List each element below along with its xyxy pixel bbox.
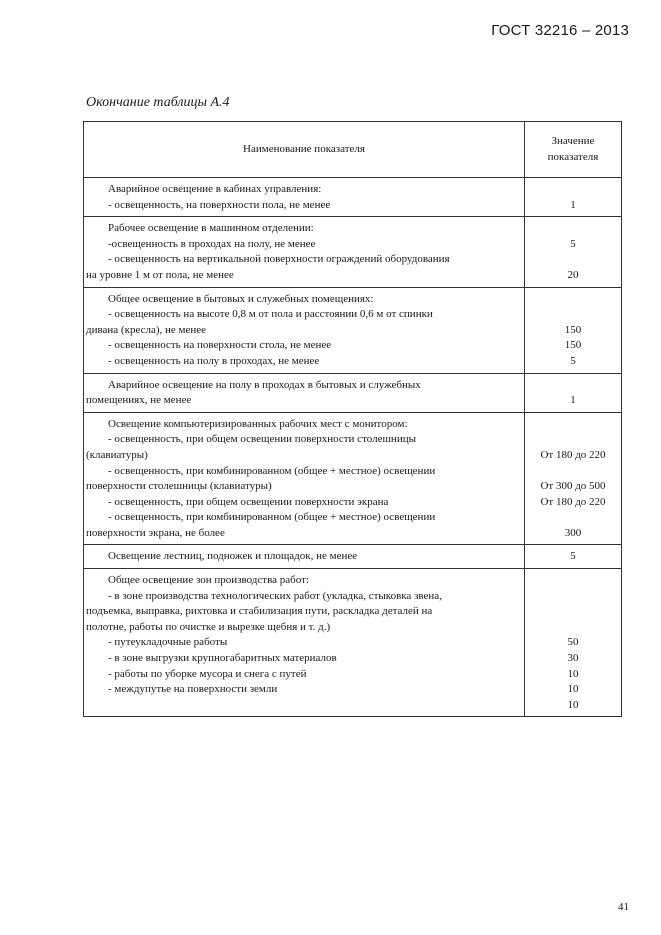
indicator-value: 1: [570, 198, 576, 211]
indicator-name-cell: [84, 373, 525, 412]
header-value-cell: [525, 122, 622, 178]
indicator-value: [527, 252, 619, 268]
header-name-cell: [84, 122, 525, 178]
indicator-text: - междупутье на поверхности земли: [108, 683, 278, 696]
indicator-text: - в зоне выгрузки крупногабаритных материалов: [108, 652, 337, 665]
indicator-name-cell: [84, 545, 525, 569]
indicator-text: Освещение лестниц, подножек и площадок, не менее: [108, 550, 358, 563]
indicator-value: [527, 221, 619, 237]
indicator-value-cell: [525, 287, 622, 373]
indicator-value: [527, 417, 619, 433]
indicator-value: 300: [564, 526, 582, 539]
indicator-text: Аварийное освещение в кабинах управления:: [108, 183, 322, 195]
indicator-text: на уровне 1 м от пола, не менее: [86, 268, 234, 281]
indicator-value: 10: [567, 667, 579, 680]
indicator-name-cell: [84, 178, 525, 217]
indicator-value: [527, 307, 619, 323]
indicator-text: дивана (кресла), не менее: [86, 323, 207, 336]
indicator-value: [527, 432, 619, 448]
indicator-text: - освещенность на вертикальной поверхности ограждений оборудования: [108, 253, 450, 266]
indicator-text: Общее освещение в бытовых и служебных помещениях:: [108, 292, 374, 305]
table-row: [84, 569, 622, 717]
indicator-value: 10: [567, 698, 579, 711]
table-row: [84, 217, 622, 287]
indicator-text: - освещенность на полу в проходах, не менее: [108, 354, 320, 367]
indicator-value-cell: [525, 373, 622, 412]
table-caption: Окончание таблицы А.4: [86, 95, 230, 110]
indicator-value: [527, 604, 619, 620]
indicator-text: - путеукладочные работы: [108, 636, 228, 649]
header-value-label-line2: показателя: [547, 150, 599, 163]
indicator-text: Аварийное освещение на полу в проходах в бытовых и служебных: [108, 378, 421, 391]
indicator-value: От 300 до 500: [540, 480, 606, 493]
indicator-text: Общее освещение зон производства работ:: [108, 574, 309, 587]
indicator-text: - освещенность на поверхности стола, не менее: [108, 339, 332, 352]
indicator-text: подъемка, выправка, рихтовка и стабилизация пути, раскладка деталей на: [86, 605, 433, 618]
indicator-name-cell: [84, 287, 525, 373]
table-row: [84, 373, 622, 412]
indicator-text: - освещенность на высоте 0,8 м от пола и расстоянии 0,6 м от спинки: [108, 308, 433, 321]
indicator-text: Рабочее освещение в машинном отделении:: [108, 222, 314, 235]
indicator-value: От 180 до 220: [540, 495, 606, 508]
indicator-text: - освещенность, при общем освещении поверхности экрана: [108, 495, 389, 508]
indicator-text: -освещенность в проходах на полу, не менее: [108, 237, 316, 250]
indicator-value: 20: [567, 268, 579, 281]
indicator-value-cell: [525, 412, 622, 545]
table-row: [84, 545, 622, 569]
indicator-value: 150: [564, 339, 582, 352]
indicator-value: [527, 620, 619, 636]
indicator-value-cell: [525, 569, 622, 717]
indicator-text: - освещенность, при общем освещении поверхности столешницы: [108, 433, 416, 446]
table-header-row: [84, 122, 622, 178]
indicator-value: 150: [564, 323, 582, 336]
indicator-text: Освещение компьютеризированных рабочих мест с монитором:: [108, 417, 408, 430]
indicator-value-cell: [525, 545, 622, 569]
indicator-value: [527, 378, 619, 394]
indicator-text: помещениях, не менее: [86, 394, 192, 407]
document-code: ГОСТ 32216 – 2013: [491, 22, 629, 39]
indicator-text: - работы по уборке мусора и снега с путей: [108, 667, 307, 680]
indicator-value: 10: [567, 683, 579, 696]
indicator-value: [527, 573, 619, 589]
indicator-value-cell: [525, 217, 622, 287]
indicator-value: 50: [567, 636, 579, 649]
table-row: [84, 412, 622, 545]
indicator-text: поверхности столешницы (клавиатуры): [86, 480, 272, 493]
indicator-name-cell: [84, 569, 525, 717]
indicator-name-cell: [84, 217, 525, 287]
indicator-table: [83, 121, 622, 717]
header-name-label: Наименование показателя: [243, 142, 365, 155]
indicator-text: полотне, работы по очистке и вырезке щебня и т. д.): [86, 620, 331, 633]
indicator-text: поверхности экрана, не более: [86, 526, 225, 539]
indicator-value: 5: [570, 550, 576, 563]
header-value-label-line1: Значение: [551, 134, 595, 147]
indicator-value: [527, 589, 619, 605]
indicator-value-cell: [525, 178, 622, 217]
indicator-value: 5: [570, 354, 576, 367]
indicator-text: - освещенность, при комбинированном (общее + местное) освещении: [108, 464, 436, 477]
indicator-text: (клавиатуры): [86, 448, 148, 461]
indicator-value: [527, 292, 619, 308]
indicator-text: - освещенность, на поверхности пола, не менее: [108, 198, 331, 211]
page-number: 41: [618, 901, 629, 913]
indicator-text: - в зоне производства технологических работ (укладка, стыковка звена,: [108, 589, 442, 602]
indicator-value: 5: [570, 237, 576, 250]
indicator-value: 30: [567, 652, 579, 665]
indicator-value: [527, 464, 619, 480]
indicator-value: От 180 до 220: [540, 448, 606, 461]
indicator-value: [527, 182, 619, 198]
indicator-text: - освещенность, при комбинированном (общее + местное) освещении: [108, 511, 436, 524]
table-row: [84, 178, 622, 217]
indicator-value: 1: [570, 394, 576, 407]
table-row: [84, 287, 622, 373]
indicator-value: [527, 510, 619, 526]
indicator-name-cell: [84, 412, 525, 545]
